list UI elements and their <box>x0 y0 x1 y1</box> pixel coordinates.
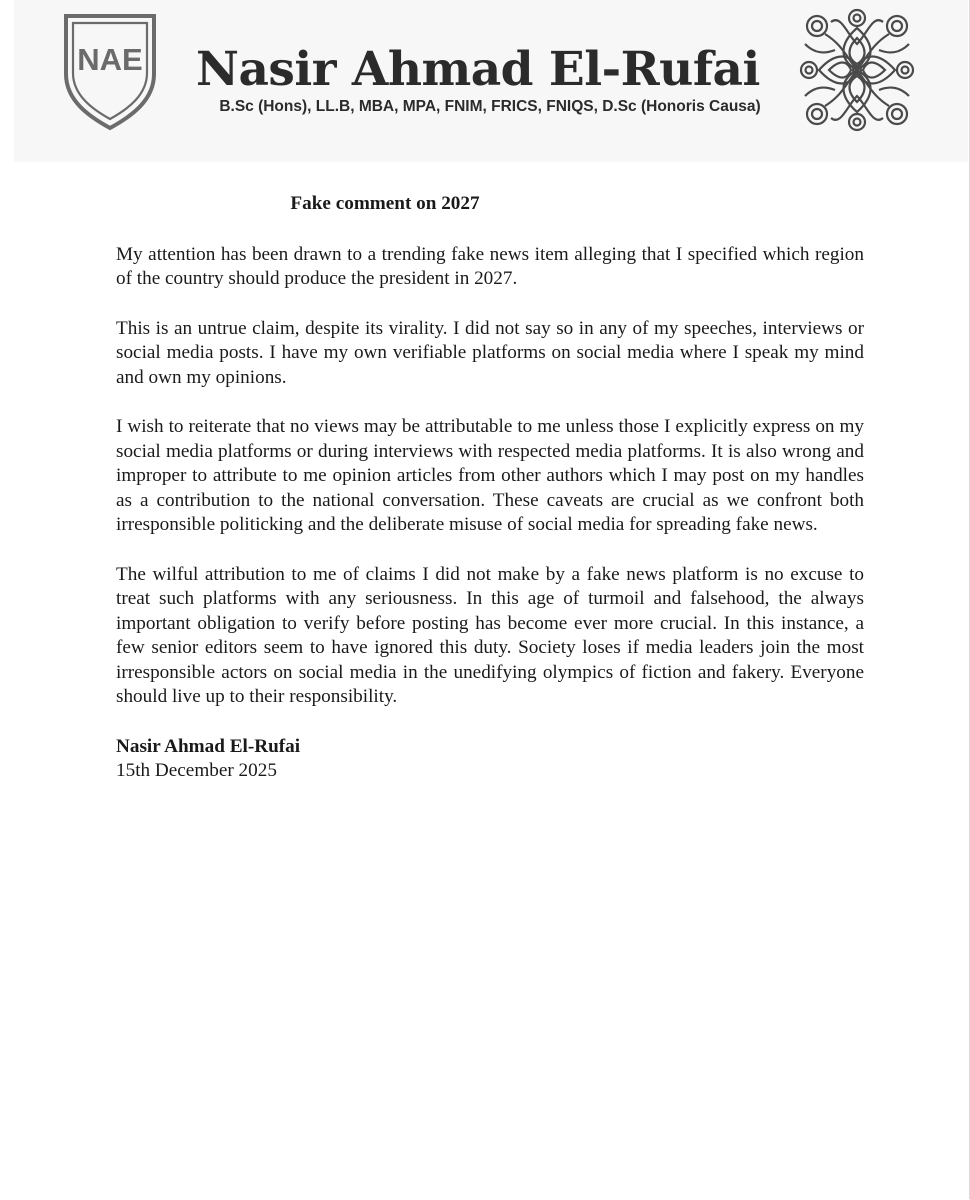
paragraph-1: My attention has been drawn to a trending fake news item alleging that I specified which region of the country should produce the president in 2027. <box>116 243 864 289</box>
letterhead-credentials: B.Sc (Hons), LL.B, MBA, MPA, FNIM, FRICS, FNIQS, D.Sc (Honoris Causa) <box>219 98 761 115</box>
arewa-knot-icon <box>795 4 919 136</box>
logo-text: NAE <box>77 42 143 77</box>
paragraph-2: This is an untrue claim, despite its virality. I did not say so in any of my speeches, interviews or social media posts. I have my own verifiable platforms on social media where I speak my mind and own my opinions. <box>116 317 864 388</box>
paragraph-4: The wilful attribution to me of claims I did not make by a fake news platform is no excuse to treat such platforms with any seriousness. In this age of turmoil and falsehood, the always important obligation to verify before posting has become ever more crucial. In this instance, a few senior editors seem to have ignored this duty. Society loses if media leaders join the most irresponsible actors on social media in the unedifying olympics of fiction and fakery. Everyone should live up to their responsibility. <box>116 563 864 707</box>
paragraph-3: I wish to reiterate that no views may be attributable to me unless those I explicitly express on my social media platforms or during interviews with respected media platforms. It is also wrong and improper to attribute to me opinion articles from other authors which I may post on my handles as a contribution to the national conversation. These caveats are crucial as we confront both irresponsible politicking and the deliberate misuse of social media for spreading fake news. <box>116 416 864 535</box>
signature-name: Nasir Ahmad El-Rufai <box>116 735 301 757</box>
signature-date: 15th December 2025 <box>116 760 277 781</box>
document-title: Fake comment on 2027 <box>290 193 480 214</box>
shield-icon <box>60 12 160 132</box>
letterhead <box>14 0 968 162</box>
letterhead-name: Nasir Ahmad El-Rufai <box>196 42 760 97</box>
document-body <box>116 192 864 784</box>
